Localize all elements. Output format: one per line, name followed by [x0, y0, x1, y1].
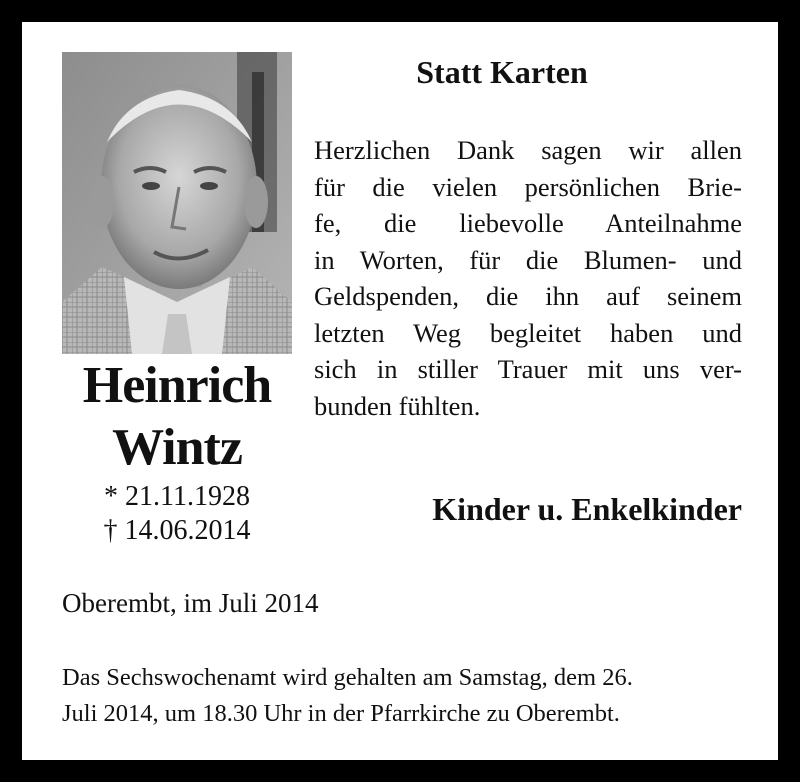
thanks-line: bunden fühlten. — [314, 390, 481, 421]
thanks-line: in Worten, für die Blumen- und — [314, 244, 742, 275]
portrait-photo — [62, 52, 292, 354]
place-and-date: Oberembt, im Juli 2014 — [62, 588, 319, 618]
notice-line: Das Sechswochenamt wird gehalten am Samstag, dem 26. — [62, 664, 633, 691]
death-date: † 14.06.2014 — [103, 515, 251, 546]
deceased-first-name: Heinrich — [82, 357, 272, 414]
thanks-line: Geldspenden, die ihn auf seinem — [314, 281, 742, 311]
birth-date: * 21.11.1928 — [104, 481, 250, 512]
notice-line: Juli 2014, um 18.30 Uhr in der Pfarrkirche zu Oberembt. — [62, 700, 620, 727]
deceased-last-name: Wintz — [112, 419, 242, 476]
thanks-line: fe, die liebevolle Anteilnahme — [314, 208, 742, 238]
thanks-line: sich in stiller Trauer mit uns ver- — [314, 354, 742, 384]
portrait-illustration — [62, 52, 292, 354]
thanks-text — [314, 132, 742, 424]
heading-statt-karten: Statt Karten — [416, 54, 588, 90]
thanks-line: Herzlichen Dank sagen wir allen — [314, 135, 742, 165]
signature: Kinder u. Enkelkinder — [432, 491, 742, 527]
thanks-line: für die vielen persönlichen Brie- — [314, 171, 742, 202]
service-notice — [62, 660, 742, 732]
thanks-line: letzten Weg begleitet haben und — [314, 317, 742, 348]
